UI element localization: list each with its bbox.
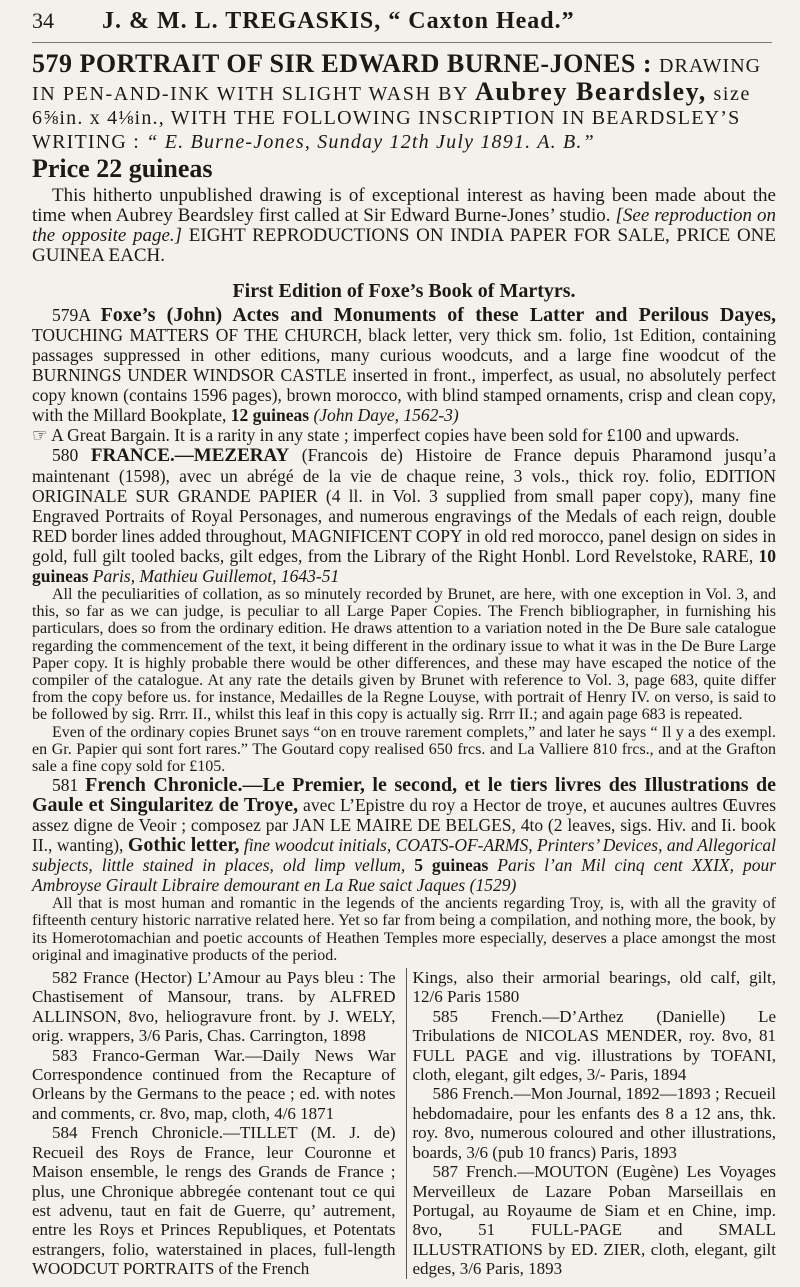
- lot-579-medium: IN PEN-AND-INK WITH SLIGHT WASH BY: [32, 83, 469, 105]
- page-header: [32, 8, 772, 38]
- lot-579-title: 579 PORTRAIT OF SIR EDWARD BURNE-JONES :: [32, 49, 653, 78]
- lot-584-continued: Kings, also their armorial bearings, old calf, gilt, 12/6 Paris 1580: [412, 968, 776, 1007]
- two-column-listing: [32, 968, 776, 1279]
- lot-579a: [32, 305, 776, 445]
- lot-579a-price: 12 guineas: [230, 405, 310, 425]
- lot-580-heading: FRANCE.—MEZERAY: [90, 445, 290, 466]
- lot-584: 584 French Chronicle.—TILLET (M. J. de) Recueil des Roys de France, leur Couronne et Maison ensemble, le rengs des Grands de France ; plus, une Chronique abbregée contenant tout ce qui est advenu, taut en fait de Guerre, qu’ autrement, entre les Roys et Princes Republiques, et Potentats estrangers, folio, waterstained in places, full-length WOODCUT PORTRAITS of the French: [32, 1123, 396, 1279]
- lot-581-number: 581: [52, 775, 79, 796]
- right-column: [406, 968, 777, 1279]
- lot-579a-text: TOUCHING MATTERS OF THE CHURCH, black letter, very thick sm. folio, 1st Edition, containing passages suppressed in other editions, many curious woodcuts, and a large fine woodcut of the BURNINGS UNDER WINDSOR CASTLE inserted in front., imperfect, as usual, no absolutely perfect copy known (contains 1596 pages), brown morocco, with blind stamped ornaments, crisp and clean copy, with the Millard Bookplate,: [32, 325, 776, 425]
- lot-580-notes-1: All the peculiarities of collation, as so minutely recorded by Brunet, are here, with one exception in Vol. 3, and this, so far as we can judge, is peculiar to all Large Paper Copies. The French bibliographer, in furnishing his particulars, does so from the ordinary edition. He draws attention to a variation noted in the De Bure sale catalogue regarding the commencement of the text, it being different in the ordinary issue to what it was in the De Bure Large Paper copy. It is highly probable there would be other differences, and these may have escaped the notice of the compiler of the catalogue. At any rate the details given by Brunet with reference to Vol. 3, page 683, quite differ from the copy before us. for instance, Medailles de la Regne Louyse, with portrait of Henry IV. on verso, is said to be followed by sig. Rrrr. II., whilst this leaf in this copy is actually sig. Rrrr II.; and again page 683 is repeated.: [32, 586, 776, 724]
- lot-579a-number: 579A: [52, 305, 90, 325]
- lot-580-text: (Francois de) Histoire de France depuis Pharamond jusqu’a maintenant (1598), avec un abrégé de la vie de chaque reine, 3 vols., thick roy. folio, EDITION ORIGINALE SUR GRANDE PAPIER (4 ll. in Vol. 3 supplied from small paper copy), many fine Engraved Portraits of Royal Personages, and numerous engravings of the Medals of each reign, double RED border lines added throughout, MAGNIFICENT COPY in old red morocco, panel design on sides in gold, full gilt tooled backs, gilt edges, from the Library of the Right Honbl. Lord Revelstoke, RARE,: [32, 445, 776, 566]
- page-content: [32, 50, 776, 1279]
- lot-579-inscription: “ E. Burne-Jones, Sunday 12th July 1891. A. B.”: [146, 131, 595, 153]
- lot-579a-bargain: ☞ A Great Bargain. It is a rarity in any state ; imperfect copies have been sold for £100 and upwards.: [32, 425, 740, 445]
- lot-579-reproductions: EIGHT REPRODUCTIONS ON INDIA PAPER FOR SALE, PRICE ONE GUINEA EACH.: [32, 225, 776, 266]
- lot-581-price: 5 guineas: [414, 855, 489, 876]
- lot-581-title: French Chronicle.—Le Premier, le second, et le tiers livres des Illustrations de Gaule et Singularitez de Troye,: [32, 774, 776, 817]
- lot-579-price: Price 22 guineas: [32, 154, 213, 183]
- running-head: J. & M. L. TREGASKIS, “ Caxton Head.”: [102, 8, 575, 34]
- lot-581-printer: Paris l’an Mil cinq cent XXIX, pour Ambroyse Girault Libraire demourant en La Rue saict Jaques (1529): [32, 855, 777, 896]
- lot-581: [32, 775, 776, 895]
- lot-579a-title: Foxe’s (John) Actes and Monuments of these Latter and Perilous Dayes,: [100, 304, 777, 326]
- lot-585: 585 French.—D’Arthez (Danielle) Le Tribulations de NICOLAS MENDER, roy. 8vo, 81 FULL PAGE and vig. illustrations by TOFANI, cloth, elegant, gilt edges, 3/- Paris, 1894: [412, 1006, 776, 1085]
- lot-587: 587 French.—MOUTON (Eugène) Les Voyages Merveilleux de Lazare Poban Marseillais en Portugal, au Royaume de Siam et en Chine, imp. 8vo, 51 FULL-PAGE and SMALL ILLUSTRATIONS by ED. ZIER, cloth, elegant, gilt edges, 3/6 Paris, 1893: [412, 1162, 776, 1279]
- lot-583: 583 Franco-German War.—Daily News War Correspondence continued from the Recapture of Orleans by the Germans to the peace ; ed. with notes and comments, cr. 8vo, map, cloth, 4/6 1871: [32, 1045, 396, 1123]
- lot-581-text: avec L’Epistre du roy a Hector de troye, et aucunes aultres Œuvres assez digne de Veoir ; composez par JAN LE MAIRE DE BELGES, 4to (2 leaves, sigs. Hiv. and Ii. book II., wanting),: [32, 795, 776, 856]
- lot-580-number: 580: [52, 445, 79, 465]
- lot-580-notes-2: Even of the ordinary copies Brunet says “on en trouve rarement complets,” and later he says “ Il y a des exempl. en Gr. Papier qui sont fort rares.” The Goutard copy realised 650 frcs. and La Valliere 810 frcs., and at the Grafton sale a fine copy sold for £105.: [32, 723, 776, 776]
- lot-580: [32, 445, 776, 586]
- lot-581-notes: All that is most human and romantic in the legends of the ancients regarding Troy, is, with all the gravity of fifteenth century historic narrative related here. Yet so far from being a compilation, and nothing more, the book, by its Homerotomachian and poetic accounts of Heathen Temples more especially, deserves a place amongst the most original and imaginative products of the period.: [32, 895, 776, 964]
- left-column: [32, 968, 396, 1279]
- lot-579-dimensions: 6⅝in. x 4⅛in., WITH THE FOLLOWING INSCRIPTION IN BEARDSLEY’S WRITING :: [32, 107, 741, 153]
- header-rule: [32, 42, 772, 43]
- lot-586: 586 French.—Mon Journal, 1892—1893 ; Recueil hebdomadaire, pour les enfants des 8 a 12 ans, thk. roy. 8vo, numerous coloured and other illustrations, boards, 3/6 (pub 10 francs) Paris, 1893: [412, 1084, 776, 1162]
- lot-580-printer: Paris, Mathieu Guillemot, 1643-51: [92, 566, 340, 586]
- lot-579a-printer: (John Daye, 1562-3): [313, 405, 459, 425]
- lot-579-see-note: [See reproduction on the opposite page.]: [32, 205, 776, 246]
- section-heading: First Edition of Foxe’s Book of Martyrs.: [232, 280, 576, 302]
- lot-579: [32, 50, 776, 266]
- lot-579-artist: Aubrey Beardsley,: [475, 77, 707, 106]
- lot-579-title-tail: DRAWING: [659, 55, 762, 77]
- lot-581-gothic-letter: Gothic letter,: [127, 834, 240, 857]
- lot-579-size-label: size: [713, 83, 751, 105]
- lot-582: 582 France (Hector) L’Amour au Pays bleu : The Chastisement of Mansour, trans. by ALFRED ALLINSON, 8vo, heliogravure front. by J. WELY, orig. wrappers, 3/6 Paris, Chas. Carrington, 1898: [32, 968, 396, 1046]
- page-number: 34: [32, 8, 54, 33]
- lot-580-price: 10 guineas: [32, 546, 777, 586]
- lot-579-description: This hitherto unpublished drawing is of exceptional interest as having been made about the time when Aubrey Beardsley first called at Sir Edward Burne-Jones’ studio.: [32, 185, 776, 226]
- lot-581-text-2: fine woodcut initials, COATS-OF-ARMS, Printers’ Devices, and Allegorical subjects, little stained in places, old limp vellum,: [32, 835, 776, 876]
